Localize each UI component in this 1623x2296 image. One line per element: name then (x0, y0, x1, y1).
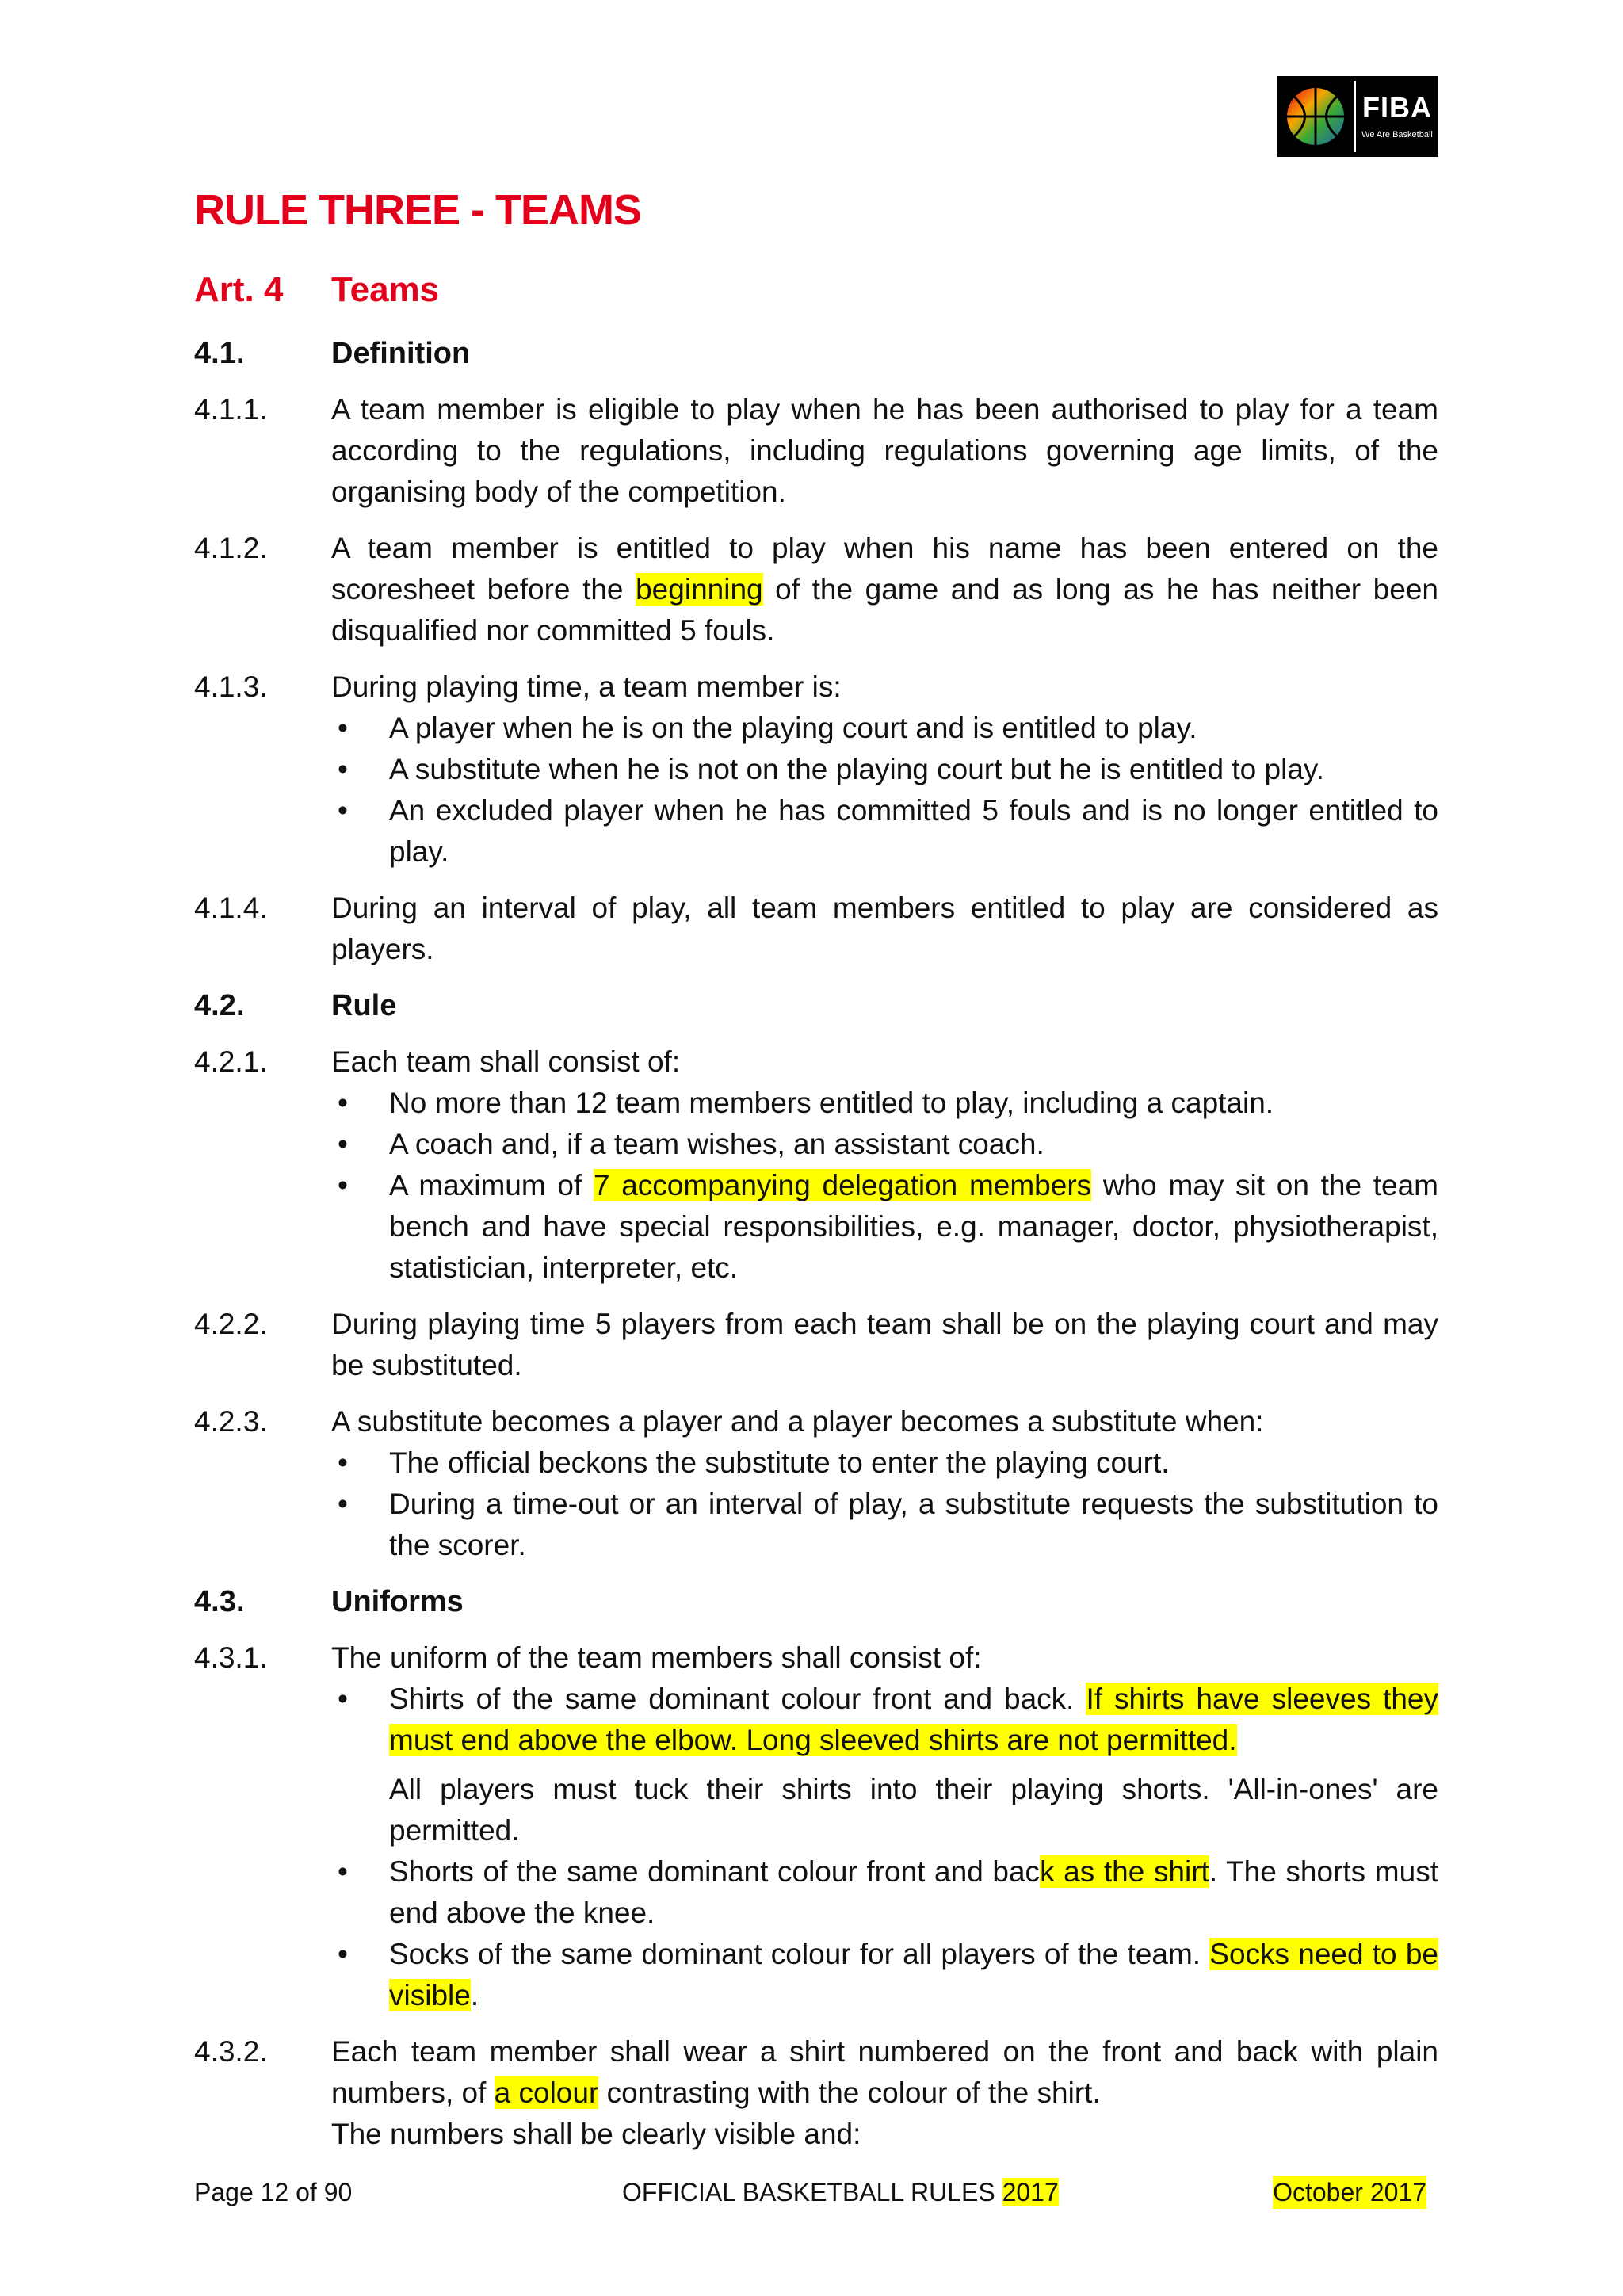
paragraph-intro: During playing time, a team member is: (331, 670, 842, 703)
paragraph-number: 4.1.4. (194, 892, 268, 924)
list-item: • A substitute when he is not on the playing court but he is entitled to play. (331, 749, 1438, 790)
paragraph-text (331, 528, 1438, 651)
document-date: October 2017 (1273, 2176, 1426, 2209)
paragraph-body (331, 1041, 1438, 1289)
list-item (331, 1934, 1438, 2016)
bullet-list (331, 708, 1438, 873)
highlighted-text: If shirts have sleeves they must end above the elbow. Long sleeved shirts are not permitted. (389, 1683, 1438, 1756)
paragraph-4-1-3 (194, 667, 1438, 873)
article-number: Art. 4 (194, 270, 284, 309)
logo-word: FIBA (1362, 91, 1432, 124)
highlighted-text: k as the shirt (1040, 1855, 1209, 1888)
paragraph-4-2-1 (194, 1041, 1438, 1289)
text-run: Socks of the same dominant colour for all players of the team. (389, 1938, 1210, 1970)
paragraph-number: 4.3.1. (194, 1641, 268, 1674)
paragraph-number: 4.1.3. (194, 670, 268, 703)
paragraph-number: 4.1.2. (194, 532, 268, 564)
rule-title: RULE THREE - TEAMS (194, 186, 642, 234)
highlighted-text: 2017 (1002, 2178, 1059, 2206)
section-number: 4.1. (194, 337, 245, 370)
list-item: • During a time-out or an interval of play, a substitute requests the substitution to the scorer. (331, 1484, 1438, 1566)
paragraph-number: 4.3.2. (194, 2035, 268, 2068)
text-run: Shorts of the same dominant colour front and bac (389, 1855, 1041, 1888)
text-run: A team member is entitled to play when his name has been entered on the scoresheet before the (331, 532, 1438, 606)
paragraph-4-2-3 (194, 1401, 1438, 1566)
paragraph-intro: Each team shall consist of: (331, 1045, 681, 1078)
paragraph-text: During playing time 5 players from each team shall be on the playing court and may be substituted. (331, 1308, 1438, 1381)
list-item: • A coach and, if a team wishes, an assistant coach. (331, 1124, 1438, 1165)
text-run: who may sit on the team bench and have special responsibilities, e.g. manager, doctor, physiotherapist, statistician, interpreter, etc. (389, 1169, 1438, 1284)
paragraph-body (331, 2031, 1438, 2155)
paragraph-4-1-2 (194, 528, 1438, 651)
paragraph-4-1-4 (194, 888, 1438, 970)
list-item (331, 1165, 1438, 1289)
page-number: Page 12 of 90 (194, 2178, 353, 2206)
text-run: of the game and as long as he has neither been disqualified nor committed 5 fouls. (331, 573, 1438, 647)
text-run: OFFICIAL BASKETBALL RULES (622, 2178, 1002, 2206)
highlighted-text: a colour (494, 2076, 599, 2109)
paragraph-body (331, 1401, 1438, 1566)
section-title: Rule (331, 989, 397, 1022)
basketball-logo-icon (1277, 76, 1354, 157)
bullet-list (331, 1442, 1438, 1566)
paragraph-body (331, 1637, 1438, 2016)
paragraph-text: During an interval of play, all team members entitled to play are considered as players. (331, 892, 1438, 965)
paragraph-number: 4.2.2. (194, 1308, 268, 1340)
paragraph-number: 4.2.3. (194, 1405, 268, 1438)
section-number: 4.3. (194, 1585, 245, 1618)
list-item: • No more than 12 team members entitled to play, including a captain. (331, 1083, 1438, 1124)
paragraph-text (331, 2031, 1438, 2114)
text-run: . The shorts must end above the knee. (389, 1855, 1438, 1929)
fiba-logo (1277, 76, 1438, 157)
paragraph-4-3-1 (194, 1637, 1438, 2016)
paragraph-4-2-2 (194, 1304, 1438, 1386)
text-run: Each team member shall wear a shirt numbered on the front and back with plain numbers, of (331, 2035, 1438, 2109)
paragraph-line: The numbers shall be clearly visible and: (331, 2118, 861, 2150)
section-heading-4-1 (194, 333, 1438, 374)
section-title: Definition (331, 337, 471, 370)
text-run: . (470, 1979, 479, 2011)
sub-paragraph: All players must tuck their shirts into their playing shorts. 'All-in-ones' are permitted. (389, 1773, 1438, 1847)
paragraph-intro: The uniform of the team members shall consist of: (331, 1641, 982, 1674)
logo-text (1356, 91, 1438, 139)
bullet-list (331, 1083, 1438, 1289)
list-item (331, 1679, 1438, 1851)
highlighted-text: Socks need to be visible (389, 1938, 1438, 2011)
paragraph-intro: A substitute becomes a player and a player becomes a substitute when: (331, 1405, 1264, 1438)
section-heading-4-2 (194, 985, 1438, 1026)
highlighted-text: beginning (636, 573, 763, 606)
article-title (194, 270, 440, 309)
paragraph-4-3-2 (194, 2031, 1438, 2155)
list-item: • A player when he is on the playing court and is entitled to play. (331, 708, 1438, 749)
article-name: Teams (331, 270, 440, 309)
text-run: Shirts of the same dominant colour front and back. (389, 1683, 1086, 1715)
highlighted-text: 7 accompanying delegation members (593, 1169, 1092, 1201)
section-number: 4.2. (194, 989, 245, 1022)
paragraph-number: 4.2.1. (194, 1045, 268, 1078)
paragraph-number: 4.1.1. (194, 393, 268, 426)
document-title (622, 2176, 1059, 2209)
section-heading-4-3 (194, 1581, 1438, 1622)
rules-content (194, 333, 1438, 2170)
list-item: • An excluded player when he has committed 5 fouls and is no longer entitled to play. (331, 790, 1438, 873)
paragraph-text: A team member is eligible to play when he has been authorised to play for a team according to the regulations, including regulations governing age limits, of the organising body of the competition. (331, 393, 1438, 508)
section-title: Uniforms (331, 1585, 464, 1618)
text-run: A maximum of (389, 1169, 594, 1201)
paragraph-4-1-1 (194, 389, 1438, 513)
logo-tagline: We Are Basketball (1361, 130, 1433, 139)
text-run: contrasting with the colour of the shirt. (598, 2076, 1101, 2109)
bullet-list (331, 1679, 1438, 2016)
list-item: • The official beckons the substitute to enter the playing court. (331, 1442, 1438, 1484)
paragraph-body (331, 667, 1438, 873)
list-item (331, 1851, 1438, 1934)
